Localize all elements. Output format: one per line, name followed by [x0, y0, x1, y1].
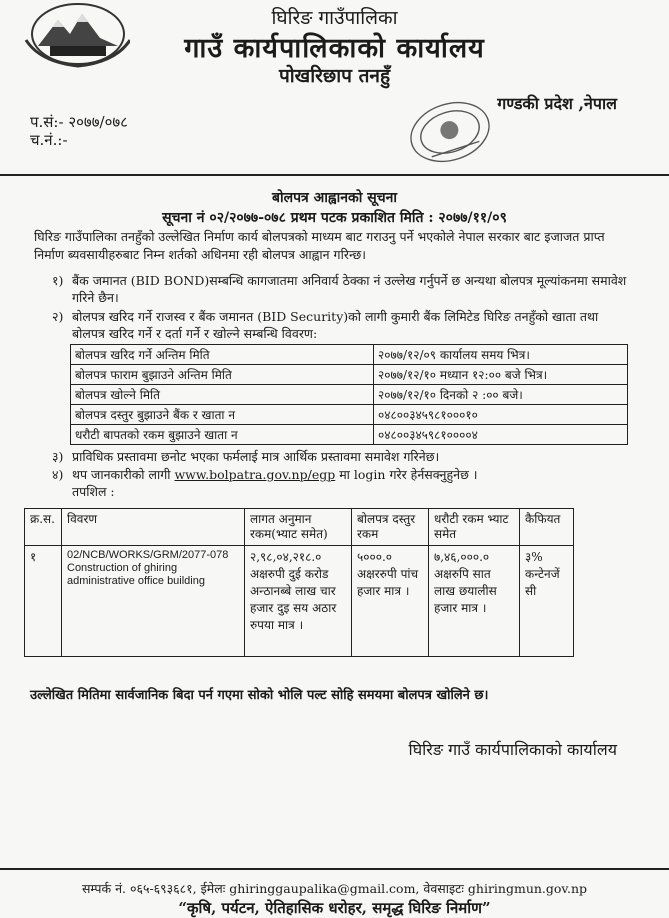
office-location: पोखरिछाप तनहुँ: [278, 65, 391, 87]
condition-number: २): [52, 309, 64, 324]
condition-item: [52, 308, 627, 342]
footer-slogan: “कृषि, पर्यटन, ऐतिहासिक धरोहर, समृद्ध घिरिङ निर्माण”: [178, 899, 491, 917]
header-deposit: धरौटी रकम भ्याट समेत: [429, 509, 520, 546]
condition-text: मा login गरेर हेर्नसक्नुहुनेछ ।: [335, 467, 478, 482]
condition-text: प्राविधिक प्रस्तावमा छनोट भएका फर्मलाई मात्र आर्थिक प्रस्तावमा समावेश गरिनेछ।: [72, 449, 440, 464]
notice-title: बोलपत्र आह्वानको सूचना: [271, 190, 398, 206]
info-value: २०७७/१२/१० दिनको २ :०० बजे।: [374, 385, 628, 405]
cell-description: [62, 546, 245, 657]
tapasil-label: तपशिल :: [72, 484, 115, 499]
contact-info: सम्पर्क नं. ०६५-६९३६८१, ईमेलः ghiringgaupalika@gmail.com, वेवसाइटः ghiringmun.gov.np: [81, 881, 588, 896]
header-description: विवरण: [62, 509, 245, 546]
condition-text: बैंक जमानत (BID BOND)सम्बन्धि कागजातमा अनिवार्य ठेक्का नं उल्लेख गर्नुपर्ने छ अन्यथा बोलपत्र मूल्यांकनमा समावेश गरिने छैन।: [72, 273, 627, 305]
table-row: [71, 365, 628, 385]
condition-item: [52, 448, 627, 465]
condition-item: [52, 466, 627, 483]
table-row: [25, 546, 574, 657]
condition-number: ३): [52, 449, 64, 464]
office-stamp: [395, 92, 505, 170]
contract-code: 02/NCB/WORKS/GRM/2077-078: [67, 549, 229, 561]
table-row: [71, 385, 628, 405]
dispatch-number: च.नं.:-: [30, 131, 68, 149]
bid-info-table: [70, 344, 628, 445]
notice-subtitle: सूचना नं ०२/२०७७-०७८ प्रथम पटक प्रकाशित मिति : २०७७/११/०९: [162, 210, 507, 226]
cell-cost-estimate: २,९८,०४,२१८.० अक्षरुपी दुई करोड अन्ठानब्बे लाख चार हजार दुइ सय अठार रुपया मात्र ।: [245, 546, 352, 657]
header-divider: [0, 174, 669, 176]
header-bid-fee: बोलपत्र दस्तुर रकम: [352, 509, 429, 546]
footer-divider: [0, 868, 669, 870]
signature-office: घिरिङ गाउँ कार्यपालिकाको कार्यालय: [408, 740, 617, 759]
table-row: [71, 405, 628, 425]
office-title: गाउँ कार्यपालिकाको कार्यालय: [184, 33, 485, 64]
condition-number: ४): [52, 467, 64, 482]
info-value: ०४८००३४५९८१०००१०: [374, 405, 628, 425]
cell-sn: १: [25, 546, 62, 657]
info-value: ०४८००३४५९८१००००४: [374, 425, 628, 445]
condition-number: १): [52, 273, 64, 288]
info-label: बोलपत्र दस्तुर बुझाउने बैंक र खाता न: [71, 405, 374, 425]
condition-item: [52, 272, 627, 306]
table-row: [71, 425, 628, 445]
work-description: Construction of ghiring administrative office building: [67, 562, 205, 587]
info-value: २०७७/१२/०९ कार्यालय समय भित्र।: [374, 345, 628, 365]
header-sn: क्र.स.: [25, 509, 62, 546]
condition-text: बोलपत्र खरिद गर्ने राजस्व र बैंक जमानत (BID Security)को लागी कुमारी बैंक लिमिटेड घिरिङ तनहुँको खाता तथा बोलपत्र खरिद गर्ने र दर्ता गर्ने र खोल्ने सम्बन्धि विवरण:: [72, 309, 599, 341]
header-cost-estimate: लागत अनुमान रकम(भ्याट समेत): [245, 509, 352, 546]
province-name: गण्डकी प्रदेश ,नेपाल: [497, 94, 617, 113]
info-label: बोलपत्र खोल्ने मिति: [71, 385, 374, 405]
table-row: [71, 345, 628, 365]
tender-table: [24, 508, 574, 657]
bolpatra-link[interactable]: www.bolpatra.gov.np/egp: [174, 467, 336, 482]
info-label: धरौटी बापतको रकम बुझाउने खाता न: [71, 425, 374, 445]
cell-deposit: ७,४६,०००.० अक्षरुपि सात लाख छयालीस हजार मात्र ।: [429, 546, 520, 657]
municipality-name: घिरिङ गाउँपालिका: [271, 7, 398, 29]
table-header-row: [25, 509, 574, 546]
header-remarks: कैफियत: [520, 509, 574, 546]
info-value: २०७७/१२/१० मध्यान १२:०० बजे भित्र।: [374, 365, 628, 385]
cell-bid-fee: ५०००.० अक्षररुपी पांच हजार मात्र ।: [352, 546, 429, 657]
info-label: बोलपत्र खरिद गर्ने अन्तिम मिति: [71, 345, 374, 365]
letter-number: प.सं:- २०७७/०७८: [30, 113, 128, 131]
info-label: बोलपत्र फाराम बुझाउने अन्तिम मिति: [71, 365, 374, 385]
cell-remarks: ३% कन्टेनजें सी: [520, 546, 574, 657]
closing-note: उल्लेखित मितिमा सार्वजानिक बिदा पर्न गएमा सोको भोलि पल्ट सोहि समयमा बोलपत्र खोलिने छ।: [30, 688, 489, 703]
condition-text: थप जानकारीको लागी: [72, 467, 175, 482]
notice-intro: घिरिङ गाउँपालिका तनहुँको उल्लेखित निर्माण कार्य बोलपत्रको माध्यम बाट गराउनु पर्ने भएकोले नेपाल सरकार बाट इजाजत प्राप्त निर्माण ब्यवसायीहरुबाट निम्न शर्तको अधिनमा रही बोलपत्र आह्वान गरिन्छ।: [34, 229, 605, 262]
